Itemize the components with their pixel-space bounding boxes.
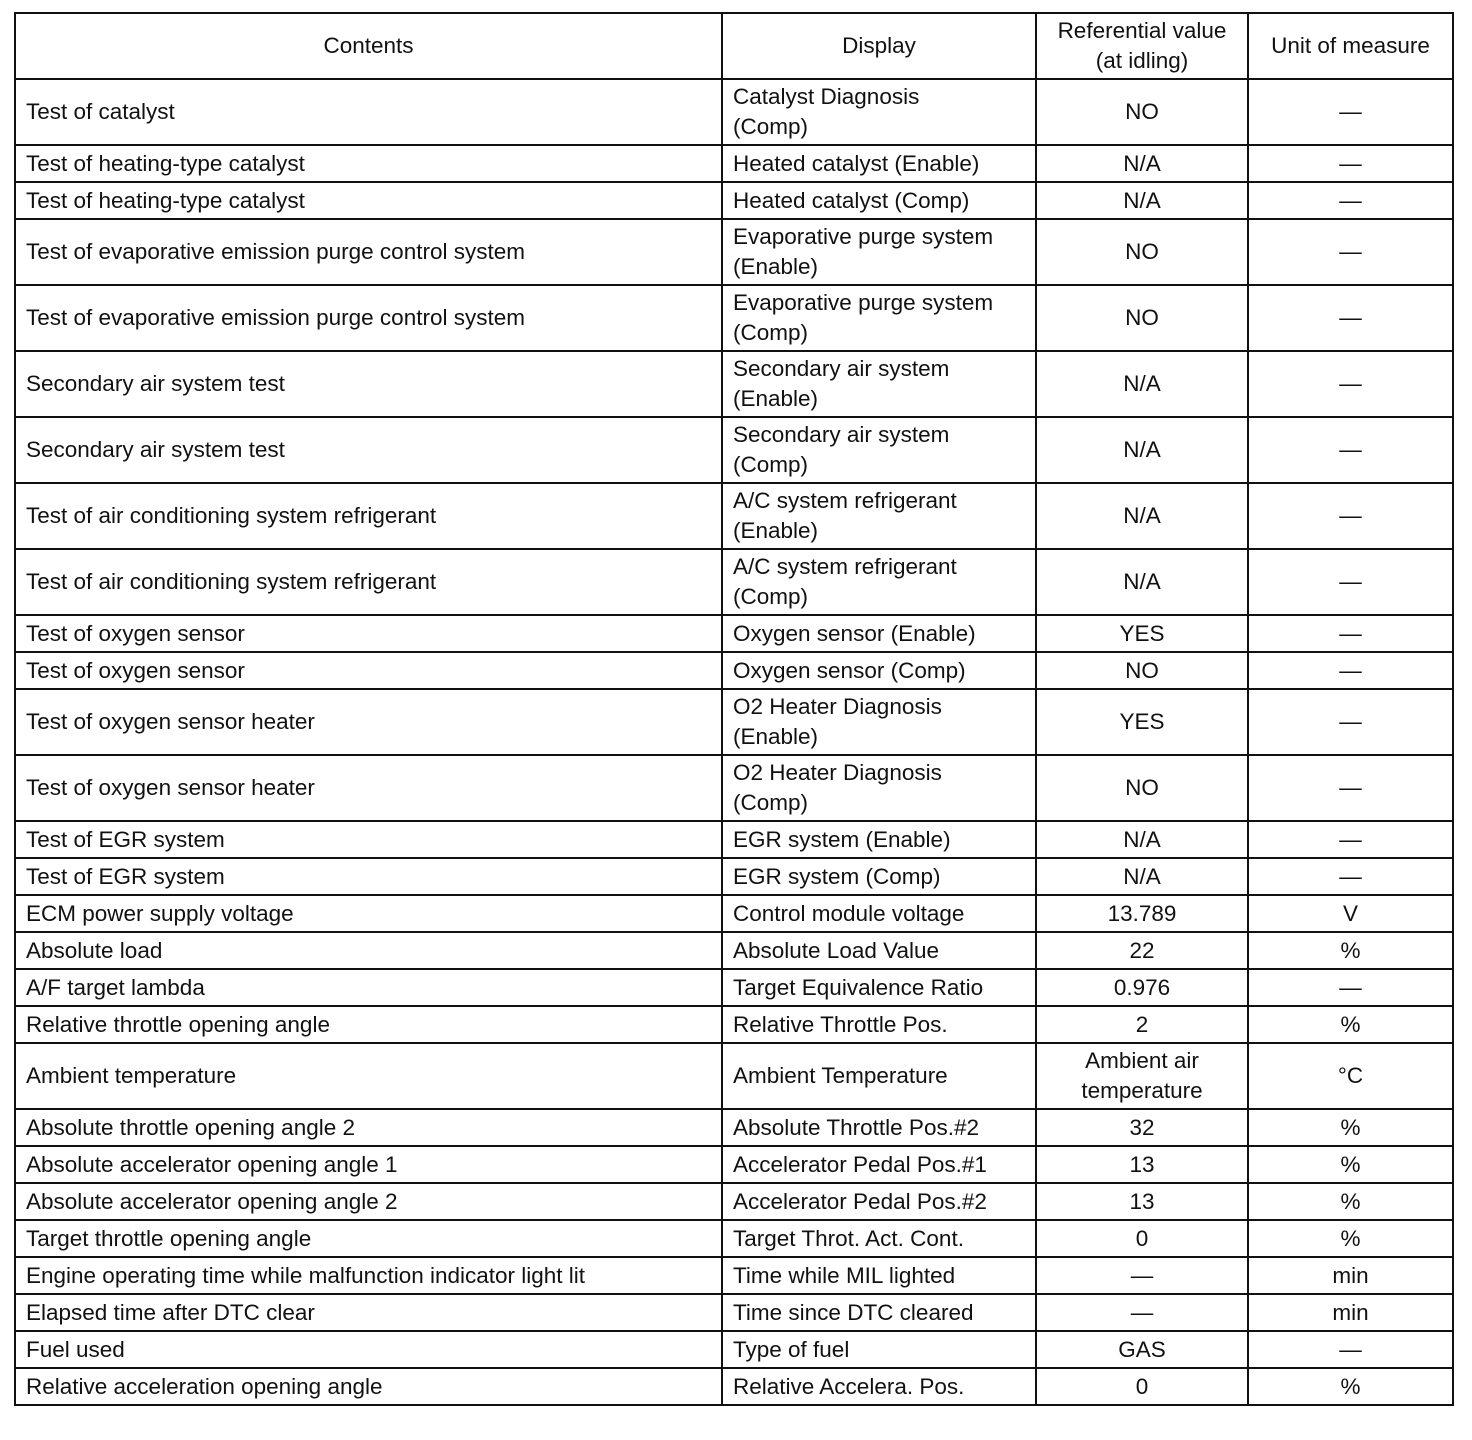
cell-display (722, 351, 1036, 417)
cell-display (722, 145, 1036, 182)
table-row (15, 549, 1453, 615)
cell-contents: Absolute throttle opening angle 2 (15, 1109, 722, 1146)
table-row (15, 417, 1453, 483)
table-row (15, 1331, 1453, 1368)
cell-display (722, 549, 1036, 615)
cell-unit: — (1248, 689, 1453, 755)
cell-line: 0 (1135, 1225, 1149, 1251)
table-row (15, 969, 1453, 1006)
cell-line: Secondary air system (733, 356, 950, 381)
cell-line: — (1130, 1299, 1154, 1325)
cell-line: Ambient air (1085, 1048, 1199, 1073)
cell-referential-value (1036, 285, 1248, 351)
cell-contents: Ambient temperature (15, 1043, 722, 1109)
cell-unit: % (1248, 1368, 1453, 1405)
cell-line: NO (1125, 239, 1159, 264)
document-page (14, 12, 1452, 1406)
cell-contents: Test of catalyst (15, 79, 722, 145)
cell-display (722, 858, 1036, 895)
cell-line: Secondary air system (733, 422, 950, 447)
cell-unit: % (1248, 1183, 1453, 1220)
cell-line: EGR system (Enable) (733, 826, 951, 852)
cell-display (722, 755, 1036, 821)
cell-line: (Enable) (733, 724, 819, 749)
cell-referential-value (1036, 1294, 1248, 1331)
table-row (15, 1043, 1453, 1109)
cell-contents: Test of oxygen sensor (15, 652, 722, 689)
cell-line: Relative Throttle Pos. (733, 1011, 948, 1037)
cell-referential-value (1036, 351, 1248, 417)
cell-contents: Test of heating-type catalyst (15, 145, 722, 182)
cell-display (722, 1257, 1036, 1294)
table-row (15, 895, 1453, 932)
cell-line: N/A (1123, 569, 1161, 594)
cell-line: N/A (1123, 371, 1161, 396)
cell-unit: — (1248, 615, 1453, 652)
cell-line: (Enable) (733, 386, 819, 411)
cell-referential-value (1036, 549, 1248, 615)
cell-line: Target Equivalence Ratio (733, 974, 984, 1000)
cell-line: Target Throt. Act. Cont. (733, 1225, 964, 1251)
cell-referential-value (1036, 821, 1248, 858)
cell-unit: % (1248, 1220, 1453, 1257)
cell-line: Evaporative purge system (733, 290, 994, 315)
cell-referential-value (1036, 417, 1248, 483)
cell-contents: Absolute accelerator opening angle 1 (15, 1146, 722, 1183)
cell-line: 0 (1135, 1373, 1149, 1399)
table-row (15, 1368, 1453, 1405)
cell-referential-value (1036, 483, 1248, 549)
table-body (15, 79, 1453, 1405)
table-row (15, 285, 1453, 351)
table-row (15, 615, 1453, 652)
cell-unit: — (1248, 821, 1453, 858)
cell-referential-value (1036, 1220, 1248, 1257)
cell-line: (Comp) (733, 584, 809, 609)
cell-referential-value (1036, 1257, 1248, 1294)
cell-referential-value (1036, 615, 1248, 652)
table-row (15, 145, 1453, 182)
cell-display (722, 1368, 1036, 1405)
cell-referential-value (1036, 219, 1248, 285)
cell-display (722, 1220, 1036, 1257)
cell-referential-value (1036, 145, 1248, 182)
cell-line: 0.976 (1113, 974, 1171, 1000)
header-display: Display (722, 13, 1036, 79)
cell-unit: — (1248, 219, 1453, 285)
cell-contents: Test of evaporative emission purge control system (15, 285, 722, 351)
cell-display (722, 483, 1036, 549)
cell-referential-value (1036, 858, 1248, 895)
cell-contents: Relative acceleration opening angle (15, 1368, 722, 1405)
table-row (15, 858, 1453, 895)
cell-line: 13.789 (1107, 900, 1177, 926)
cell-line: N/A (1123, 863, 1161, 889)
cell-display (722, 895, 1036, 932)
cell-contents: Engine operating time while malfunction indicator light lit (15, 1257, 722, 1294)
cell-display (722, 1331, 1036, 1368)
cell-contents: Target throttle opening angle (15, 1220, 722, 1257)
cell-line: GAS (1118, 1336, 1166, 1362)
cell-line: temperature (1081, 1078, 1203, 1103)
cell-line: EGR system (Comp) (733, 863, 941, 889)
cell-line: O2 Heater Diagnosis (733, 760, 942, 785)
table-row (15, 483, 1453, 549)
cell-referential-value (1036, 1006, 1248, 1043)
cell-display (722, 1183, 1036, 1220)
cell-display (722, 969, 1036, 1006)
cell-display (722, 1043, 1036, 1109)
cell-contents: Test of air conditioning system refrigerant (15, 483, 722, 549)
table-row (15, 1109, 1453, 1146)
header-contents: Contents (15, 13, 722, 79)
cell-referential-value (1036, 755, 1248, 821)
table-row (15, 932, 1453, 969)
cell-contents: Secondary air system test (15, 351, 722, 417)
cell-line: NO (1125, 99, 1159, 124)
cell-line: A/C system refrigerant (733, 554, 957, 579)
table-row (15, 689, 1453, 755)
cell-unit: — (1248, 1331, 1453, 1368)
cell-referential-value (1036, 1183, 1248, 1220)
cell-line: YES (1119, 709, 1165, 734)
cell-display (722, 615, 1036, 652)
cell-unit: — (1248, 969, 1453, 1006)
cell-line: 22 (1129, 937, 1155, 963)
cell-unit: — (1248, 549, 1453, 615)
cell-display (722, 417, 1036, 483)
cell-unit: min (1248, 1294, 1453, 1331)
cell-unit: — (1248, 285, 1453, 351)
cell-line: Evaporative purge system (733, 224, 994, 249)
cell-referential-value (1036, 1368, 1248, 1405)
cell-unit: — (1248, 351, 1453, 417)
cell-line: N/A (1123, 503, 1161, 528)
table-row (15, 1183, 1453, 1220)
cell-display (722, 932, 1036, 969)
cell-contents: Test of EGR system (15, 821, 722, 858)
table-row (15, 821, 1453, 858)
cell-line: NO (1125, 657, 1159, 683)
cell-line: N/A (1123, 150, 1161, 176)
cell-referential-value (1036, 1331, 1248, 1368)
cell-unit: V (1248, 895, 1453, 932)
cell-line: Accelerator Pedal Pos.#2 (733, 1188, 987, 1214)
cell-line: Absolute Throttle Pos.#2 (733, 1114, 979, 1140)
cell-line: Relative Accelera. Pos. (733, 1373, 965, 1399)
cell-line: (Enable) (733, 518, 819, 543)
cell-contents: Fuel used (15, 1331, 722, 1368)
cell-unit: — (1248, 755, 1453, 821)
cell-referential-value (1036, 895, 1248, 932)
table-row (15, 1006, 1453, 1043)
cell-referential-value (1036, 689, 1248, 755)
cell-line: O2 Heater Diagnosis (733, 694, 942, 719)
cell-unit: % (1248, 1146, 1453, 1183)
cell-unit: % (1248, 1006, 1453, 1043)
cell-line: Catalyst Diagnosis (733, 84, 920, 109)
cell-unit: — (1248, 417, 1453, 483)
cell-line: Control module voltage (733, 900, 965, 926)
cell-line: (Comp) (733, 452, 809, 477)
cell-contents: Elapsed time after DTC clear (15, 1294, 722, 1331)
table-row (15, 182, 1453, 219)
cell-display (722, 1294, 1036, 1331)
cell-contents: ECM power supply voltage (15, 895, 722, 932)
cell-referential-value (1036, 1109, 1248, 1146)
cell-line: N/A (1123, 437, 1161, 462)
header-referential-value (1036, 13, 1248, 79)
table-row (15, 1257, 1453, 1294)
cell-referential-value (1036, 79, 1248, 145)
cell-contents: Test of oxygen sensor heater (15, 755, 722, 821)
cell-line: Heated catalyst (Comp) (733, 187, 970, 213)
cell-unit: % (1248, 932, 1453, 969)
cell-referential-value (1036, 652, 1248, 689)
cell-unit: — (1248, 483, 1453, 549)
cell-display (722, 1146, 1036, 1183)
table-row (15, 1146, 1453, 1183)
table-row (15, 652, 1453, 689)
cell-line: Ambient Temperature (733, 1063, 948, 1088)
cell-line: Time while MIL lighted (733, 1262, 956, 1288)
cell-referential-value (1036, 1146, 1248, 1183)
cell-contents: Absolute load (15, 932, 722, 969)
cell-line: Oxygen sensor (Enable) (733, 620, 976, 646)
cell-unit: °C (1248, 1043, 1453, 1109)
cell-contents: Test of evaporative emission purge control system (15, 219, 722, 285)
header-referential-line: Referential value (1057, 18, 1227, 43)
cell-unit: — (1248, 652, 1453, 689)
cell-line: (Comp) (733, 320, 809, 345)
cell-line: Oxygen sensor (Comp) (733, 657, 966, 683)
cell-line: — (1130, 1262, 1154, 1288)
cell-referential-value (1036, 969, 1248, 1006)
cell-line: NO (1125, 775, 1159, 800)
cell-contents: Secondary air system test (15, 417, 722, 483)
cell-display (722, 821, 1036, 858)
cell-display (722, 1109, 1036, 1146)
cell-line: 2 (1135, 1011, 1149, 1037)
cell-line: 13 (1129, 1188, 1155, 1214)
header-referential-line: (at idling) (1095, 48, 1189, 73)
cell-line: (Comp) (733, 790, 809, 815)
cell-display (722, 1006, 1036, 1043)
cell-display (722, 182, 1036, 219)
cell-line: 32 (1129, 1114, 1155, 1140)
cell-referential-value (1036, 1043, 1248, 1109)
table-row (15, 755, 1453, 821)
cell-unit: min (1248, 1257, 1453, 1294)
cell-line: Heated catalyst (Enable) (733, 150, 980, 176)
cell-contents: Test of heating-type catalyst (15, 182, 722, 219)
header-unit: Unit of measure (1248, 13, 1453, 79)
cell-line: 13 (1129, 1151, 1155, 1177)
cell-line: N/A (1123, 187, 1161, 213)
cell-contents: Test of oxygen sensor heater (15, 689, 722, 755)
cell-line: Type of fuel (733, 1336, 850, 1362)
table-row (15, 1294, 1453, 1331)
cell-contents: Relative throttle opening angle (15, 1006, 722, 1043)
cell-line: Accelerator Pedal Pos.#1 (733, 1151, 987, 1177)
table-row (15, 351, 1453, 417)
cell-line: NO (1125, 305, 1159, 330)
cell-line: N/A (1123, 826, 1161, 852)
cell-unit: — (1248, 145, 1453, 182)
cell-display (722, 219, 1036, 285)
cell-contents: Absolute accelerator opening angle 2 (15, 1183, 722, 1220)
cell-contents: Test of oxygen sensor (15, 615, 722, 652)
header-row (15, 13, 1453, 79)
cell-contents: Test of air conditioning system refrigerant (15, 549, 722, 615)
cell-line: (Enable) (733, 254, 819, 279)
cell-line: (Comp) (733, 114, 809, 139)
cell-display (722, 285, 1036, 351)
table-row (15, 1220, 1453, 1257)
cell-line: Time since DTC cleared (733, 1299, 974, 1325)
table-row (15, 219, 1453, 285)
cell-line: YES (1119, 620, 1165, 646)
cell-contents: A/F target lambda (15, 969, 722, 1006)
cell-display (722, 79, 1036, 145)
cell-display (722, 652, 1036, 689)
cell-unit: — (1248, 79, 1453, 145)
cell-referential-value (1036, 182, 1248, 219)
parameter-table (14, 12, 1454, 1406)
cell-unit: — (1248, 858, 1453, 895)
cell-line: Absolute Load Value (733, 937, 939, 963)
cell-line: A/C system refrigerant (733, 488, 957, 513)
cell-referential-value (1036, 932, 1248, 969)
table-row (15, 79, 1453, 145)
cell-unit: % (1248, 1109, 1453, 1146)
cell-unit: — (1248, 182, 1453, 219)
cell-display (722, 689, 1036, 755)
cell-contents: Test of EGR system (15, 858, 722, 895)
